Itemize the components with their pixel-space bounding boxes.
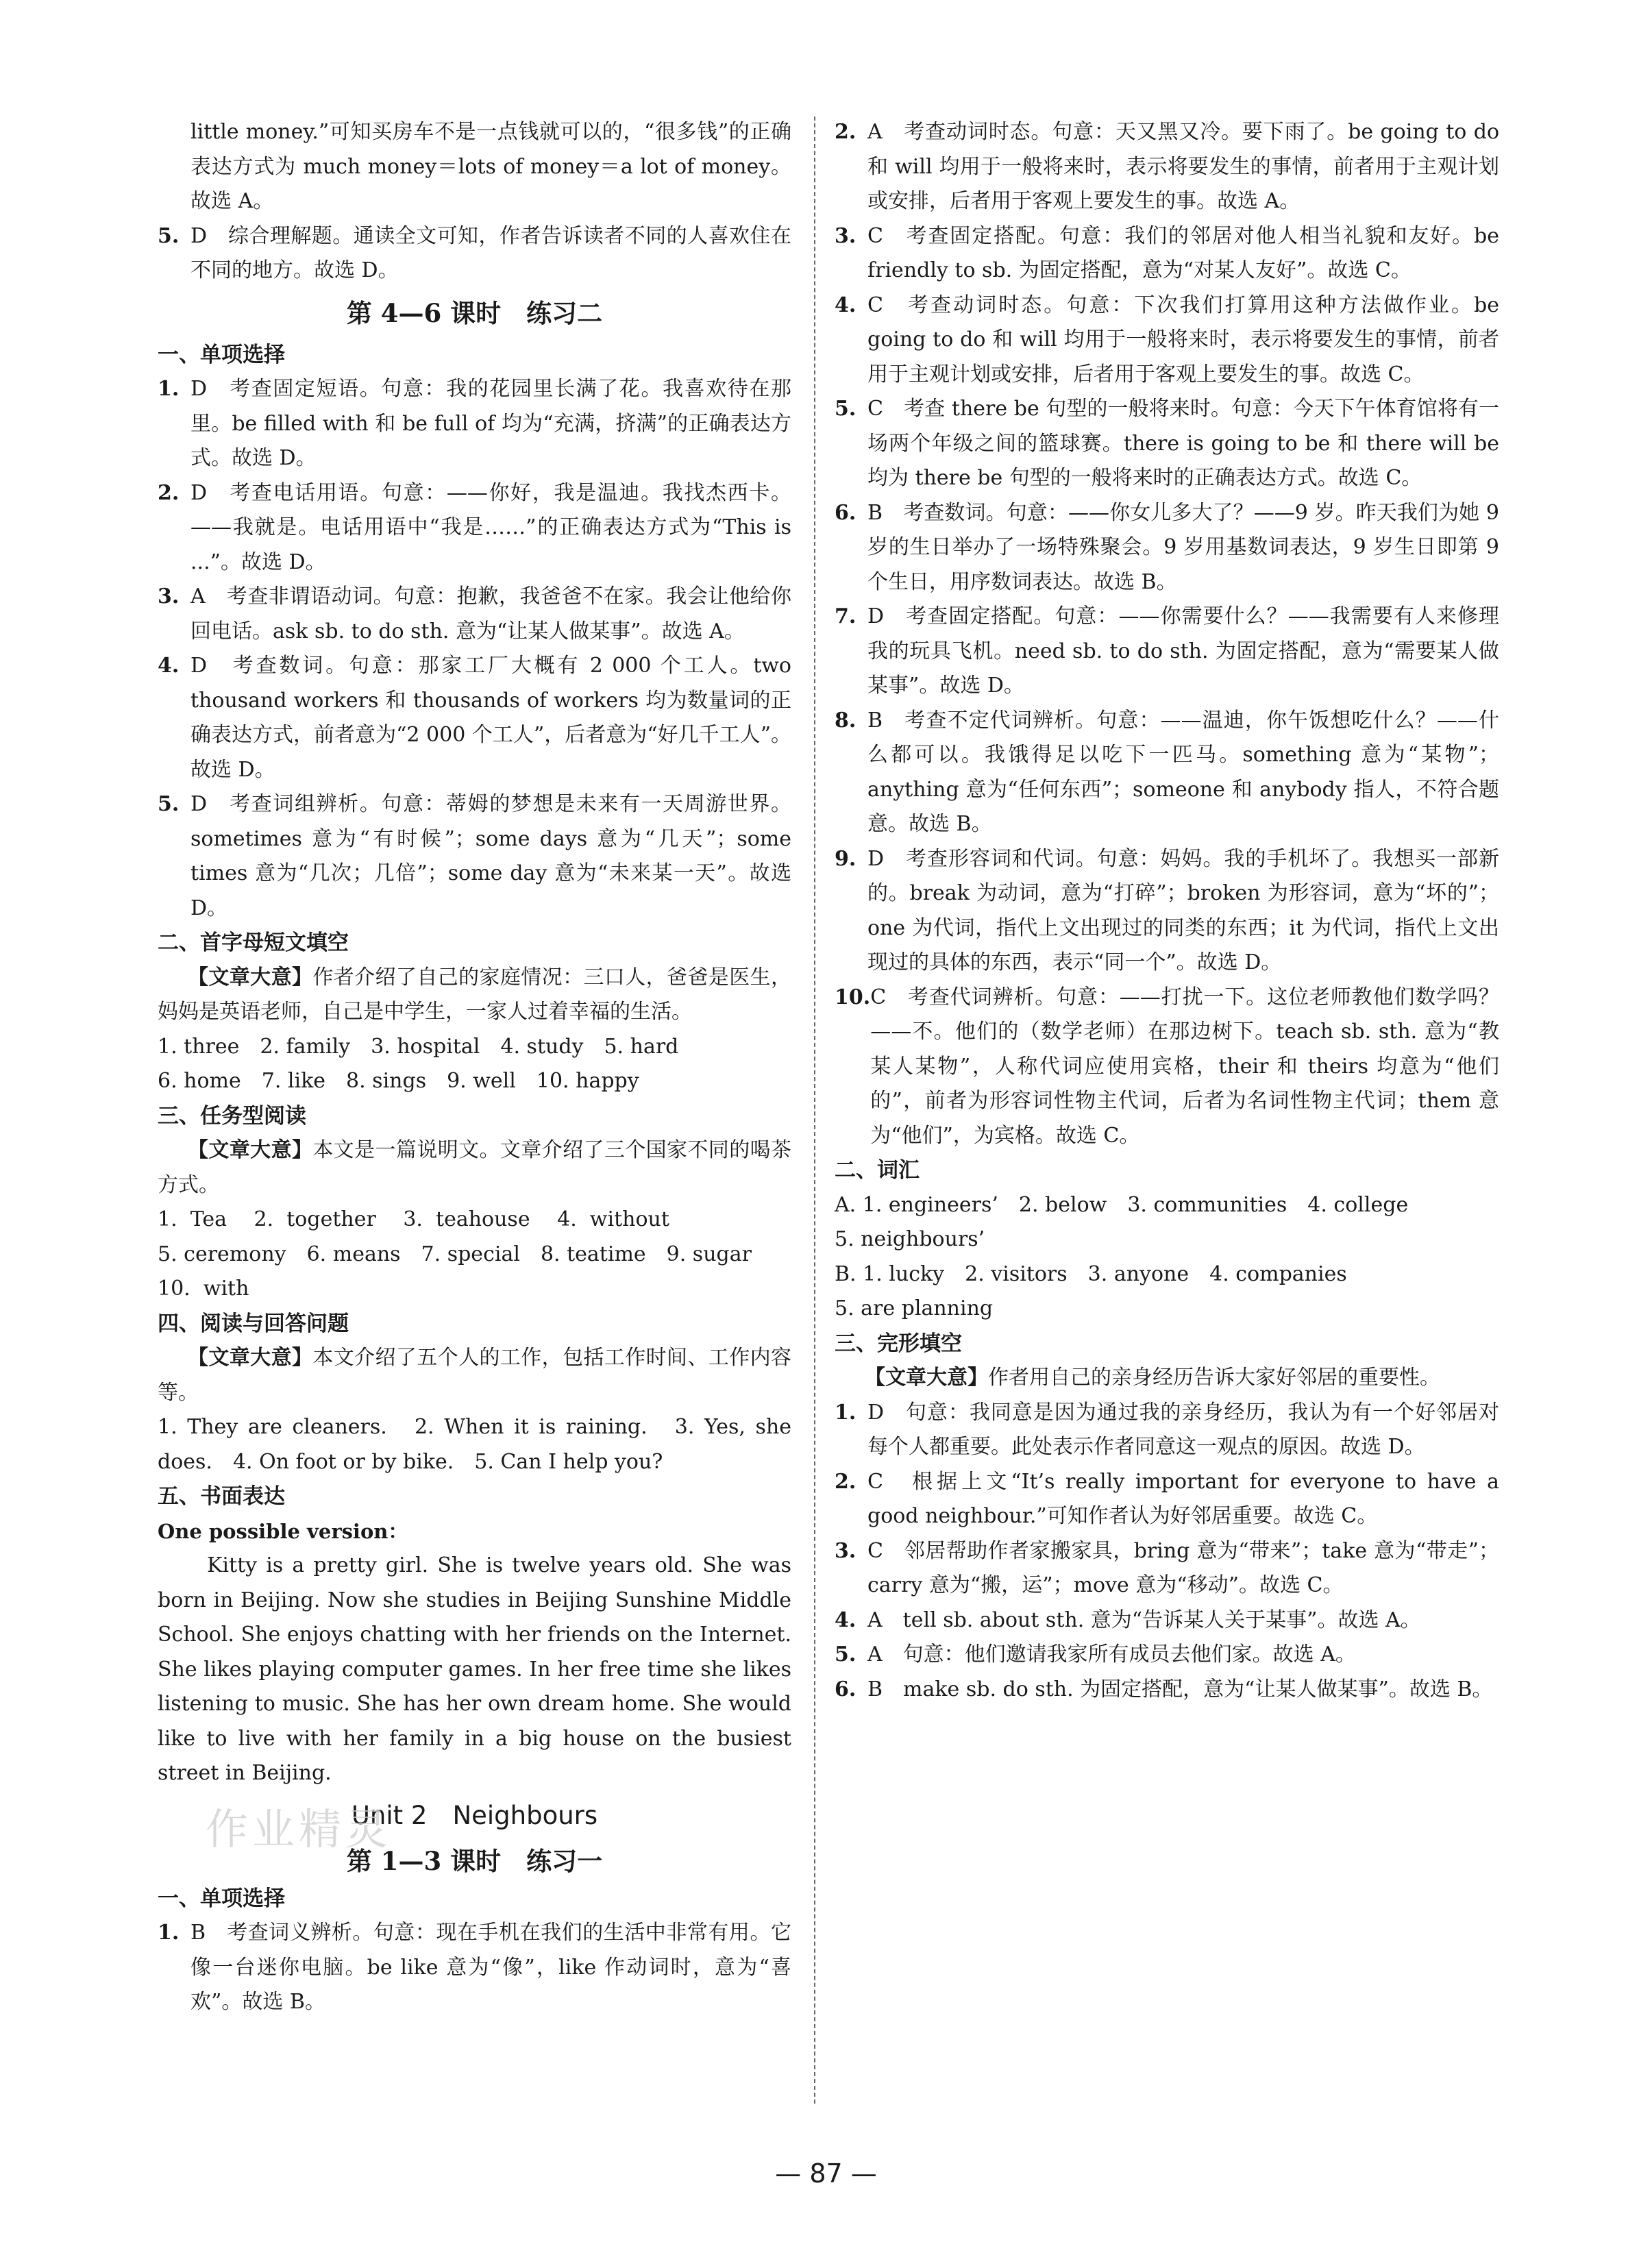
section-heading: 四、阅读与回答问题 xyxy=(158,1311,349,1336)
answer-item: 5. C 考查 there be 句型的一般将来时。句意：今天下午体育馆将有一场两个年级之间的篮球赛。there is going to be 和 there will be 均为 there be 句型的一般将来时的正确表达方式。故选 C。 xyxy=(835,397,1499,490)
answer-item: 5. D 考查词组辨析。句意：蒂姆的梦想是未来有一天周游世界。sometimes 意为“有时候”；some days 意为“几天”；some times 意为“几次；几倍”；some day 意为“未来某一天”。故选 D。 xyxy=(158,792,791,920)
article-summary: 【文章大意】本文介绍了五个人的工作，包括工作时间、工作内容等。 xyxy=(158,1346,792,1405)
answer-item: 1. D 句意：我同意是因为通过我的亲身经历，我认为有一个好邻居对每个人都重要。此处表示作者同意这一观点的原因。故选 D。 xyxy=(835,1400,1499,1459)
answer-line: 1. Tea 2. together 3. teahouse 4. without xyxy=(158,1207,669,1231)
answer-item: 2. C 根据上文“It’s really important for everyone to have a good neighbour.”可知作者认为好邻居重要。故选 C。 xyxy=(835,1469,1499,1528)
answer-item: 5. D 综合理解题。通读全文可知，作者告诉读者不同的人喜欢住在不同的地方。故选 D。 xyxy=(158,223,791,282)
version-label: One possible version： xyxy=(158,1519,408,1543)
unit-title: Unit 2 Neighbours xyxy=(351,1800,598,1830)
answer-line: A. 1. engineers’ 2. below 3. communities 4. college xyxy=(835,1192,1409,1217)
section-heading: 一、单项选择 xyxy=(158,1886,285,1911)
watermark: 作业精灵 xyxy=(206,1804,393,1854)
answer-item: 4. D 考查数词。句意：那家工厂大概有 2 000 个工人。two thousand workers 和 thousands of workers 均为数量词的正确表达方式，前者意为“2 000 个工人”，后者意为“好几千工人”。故选 D。 xyxy=(158,654,791,782)
article-summary: 【文章大意】本文是一篇说明文。文章介绍了三个国家不同的喝茶方式。 xyxy=(158,1138,792,1197)
answer-item: 2. D 考查电话用语。句意：——你好，我是温迪。我找杰西卡。——我就是。电话用语中“我是……”的正确表达方式为“This is ...”。故选 D。 xyxy=(158,480,791,574)
answer-item: 6. B make sb. do sth. 为固定搭配，意为“让某人做某事”。故选 B。 xyxy=(835,1677,1493,1701)
answer-line: 10. with xyxy=(158,1277,249,1301)
answer-item: 9. D 考查形容词和代词。句意：妈妈。我的手机坏了。我想买一部新的。break 为动词，意为“打碎”；broken 为形容词，意为“坏的”；one 为代词，指代上文出现过的同类的东西；it 为代词，指代上文出现过的具体的东西，表示“同一个”。故选 D。 xyxy=(835,846,1499,974)
answer-item: 3. C 考查固定搭配。句意：我们的邻居对他人相当礼貌和友好。be friendly to sb. 为固定搭配，意为“对某人友好”。故选 C。 xyxy=(835,223,1499,282)
section-heading: 五、书面表达 xyxy=(158,1484,285,1509)
answer-line: 5. ceremony 6. means 7. special 8. teatime 9. sugar xyxy=(158,1242,752,1266)
answer-item: 1. D 考查固定短语。句意：我的花园里长满了花。我喜欢待在那里。be filled with 和 be full of 均为“充满，挤满”的正确表达方式。故选 D。 xyxy=(158,377,791,470)
article-summary: 【文章大意】作者用自己的亲身经历告诉大家好邻居的重要性。 xyxy=(865,1366,1440,1390)
left-column xyxy=(158,115,791,2020)
section-heading: 一、单项选择 xyxy=(158,342,285,367)
lesson-title: 第 4—6 课时 练习二 xyxy=(346,297,603,328)
answer-line: 5. are planning xyxy=(835,1296,994,1320)
answer-line: 1. They are cleaners. 2. When it is raining. 3. Yes, she does. 4. On foot or by bike. 5. Can I help you? xyxy=(158,1415,791,1474)
section-heading: 二、词汇 xyxy=(835,1158,920,1183)
answer-item: 5. A 句意：他们邀请我家所有成员去他们家。故选 A。 xyxy=(835,1642,1356,1666)
continued-text: little money.”可知买房车不是一点钱就可以的，“很多钱”的正确表达方式为 much money＝lots of money＝a lot of money。故选 A。 xyxy=(190,120,791,213)
answer-line: 5. neighbours’ xyxy=(835,1227,985,1251)
section-heading: 三、完形填空 xyxy=(835,1331,962,1356)
answer-item: 8. B 考查不定代词辨析。句意：——温迪，你午饭想吃什么？——什么都可以。我饿得足以吃下一匹马。something 意为“某物”；anything 意为“任何东西”；someone 和 anybody 指人，不符合题意。故选 B。 xyxy=(835,708,1499,836)
answer-item: 7. D 考查固定搭配。句意：——你需要什么？——我需要有人来修理我的玩具飞机。need sb. to do sth. 为固定搭配，意为“需要某人做某事”。故选 D。 xyxy=(835,604,1499,698)
section-heading: 二、首字母短文填空 xyxy=(158,931,349,955)
answer-item: 3. A 考查非谓语动词。句意：抱歉，我爸爸不在家。我会让他给你回电话。ask sb. to do sth. 意为“让某人做某事”。故选 A。 xyxy=(158,584,791,643)
answer-item: 2. A 考查动词时态。句意：天又黑又冷。要下雨了。be going to do 和 will 均用于一般将来时，表示将要发生的事情，前者用于主观计划或安排，后者用于客观上要发生的事。故选 A。 xyxy=(835,120,1499,213)
answer-item: 10. C 考查代词辨析。句意：——打扰一下。这位老师教他们数学吗？——不。他们的（数学老师）在那边树下。teach sb. sth. 意为“教某人某物”，人称代词应使用宾格，their 和 theirs 均意为“他们的”，前者为形容词性物主代词，后者为名词性物主代词；them 意为“他们”，为宾格。故选 C。 xyxy=(835,985,1499,1148)
answer-item: 1. B 考查词义辨析。句意：现在手机在我们的生活中非常有用。它像一台迷你电脑。be like 意为“像”，like 作动词时，意为“喜欢”。故选 B。 xyxy=(158,1921,791,2014)
answer-line: B. 1. lucky 2. visitors 3. anyone 4. companies xyxy=(835,1261,1347,1286)
section-heading: 三、任务型阅读 xyxy=(158,1103,306,1129)
answer-item: 6. B 考查数词。句意：——你女儿多大了？——9 岁。昨天我们为她 9 岁的生日举办了一场特殊聚会。9 岁用基数词表达，9 岁生日即第 9 个生日，用序数词表达。故选 B。 xyxy=(835,500,1499,594)
column-separator xyxy=(814,116,815,2104)
answer-item: 4. A tell sb. about sth. 意为“告诉某人关于某事”。故选 A。 xyxy=(835,1608,1421,1632)
answer-item: 3. C 邻居帮助作者家搬家具，bring 意为“带来”；take 意为“带走”；carry 意为“搬，运”；move 意为“移动”。故选 C。 xyxy=(835,1538,1499,1597)
right-column xyxy=(835,115,1499,1707)
sample-essay: Kitty is a pretty girl. She is twelve years old. She was born in Beijing. Now she studies in Beijing Sunshine Middle School. She enjoys chatting with her friends on the Internet. She likes playing computer games. In her free time she likes listening to music. She has her own dream home. She would like to live with her family in a big house on the busiest street in Beijing. xyxy=(158,1553,791,1785)
page-number: — 87 — xyxy=(775,2158,877,2189)
answer-line: 1. three 2. family 3. hospital 4. study 5. hard xyxy=(158,1034,679,1059)
article-summary: 【文章大意】作者介绍了自己的家庭情况：三口人，爸爸是医生，妈妈是英语老师，自己是中学生，一家人过着幸福的生活。 xyxy=(158,965,792,1024)
answer-item: 4. C 考查动词时态。句意：下次我们打算用这种方法做作业。be going to do 和 will 均用于一般将来时，表示将要发生的事情，前者用于主观计划或安排，后者用于客观上要发生的事。故选 C。 xyxy=(835,293,1499,386)
lesson-title: 第 1—3 课时 练习一 xyxy=(346,1845,603,1876)
answer-line: 6. home 7. like 8. sings 9. well 10. happy xyxy=(158,1069,639,1093)
